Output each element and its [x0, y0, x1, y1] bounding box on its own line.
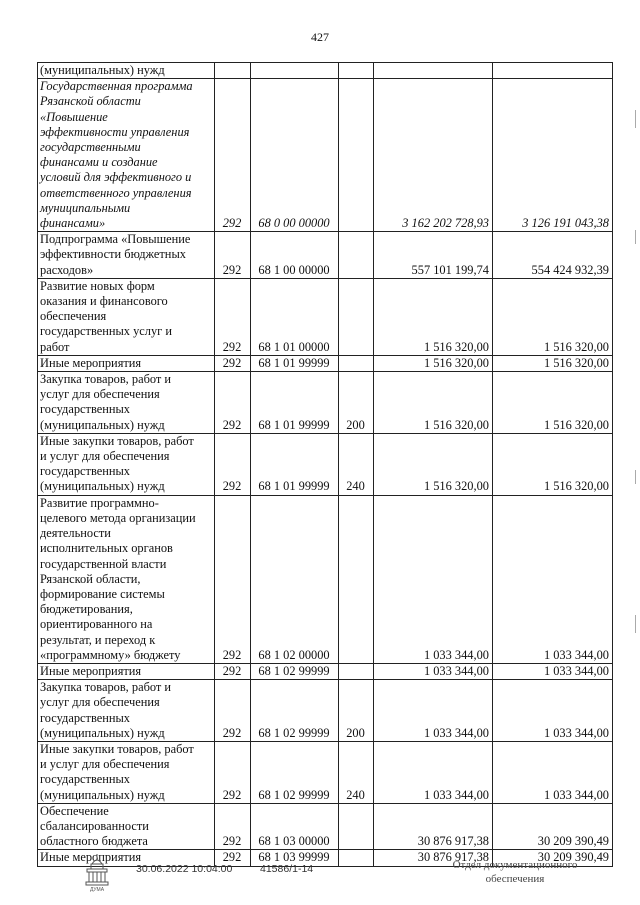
row-vr-code — [339, 63, 374, 79]
row-amount-year2: 1 516 320,00 — [493, 278, 613, 355]
footer-department: Отдел документационного обеспечения — [452, 859, 578, 885]
row-ved-code: 292 — [215, 741, 251, 803]
row-csr-code: 68 1 02 99999 — [251, 680, 339, 742]
row-amount-year1: 3 162 202 728,93 — [374, 79, 493, 232]
row-name: Иные закупки товаров, работ и услуг для обеспечения государственных (муниципальных) нужд — [38, 433, 215, 495]
row-ved-code: 292 — [215, 355, 251, 371]
row-name: Иные закупки товаров, работ и услуг для обеспечения государственных (муниципальных) нужд — [38, 741, 215, 803]
row-ved-code: 292 — [215, 850, 251, 866]
row-ved-code — [215, 63, 251, 79]
row-name: Государственная программа Рязанской области «Повышение эффективности управления государственными финансами и создание условий для эффективного и ответственного управления муниципальными финансами» — [38, 79, 215, 232]
row-ved-code: 292 — [215, 495, 251, 663]
row-amount-year2: 1 033 344,00 — [493, 680, 613, 742]
table-row — [38, 79, 613, 232]
row-amount-year2: 1 033 344,00 — [493, 495, 613, 663]
row-amount-year1: 1 516 320,00 — [374, 355, 493, 371]
row-csr-code — [251, 63, 339, 79]
table-row — [38, 433, 613, 495]
row-ved-code: 292 — [215, 433, 251, 495]
row-vr-code — [339, 278, 374, 355]
edge-mark — [635, 615, 636, 633]
row-vr-code: 240 — [339, 741, 374, 803]
table-row — [38, 741, 613, 803]
row-csr-code: 68 1 01 99999 — [251, 372, 339, 434]
row-name: Развитие программно- целевого метода организации деятельности исполнительных органов государственной власти Рязанской области, формирование системы бюджетирования, ориентированного на результат, и переход к «программному» бюджету — [38, 495, 215, 663]
row-amount-year2: 1 516 320,00 — [493, 372, 613, 434]
row-amount-year2: 3 126 191 043,38 — [493, 79, 613, 232]
row-ved-code: 292 — [215, 803, 251, 850]
table-row — [38, 355, 613, 371]
table-row — [38, 372, 613, 434]
row-amount-year1: 30 876 917,38 — [374, 803, 493, 850]
row-amount-year2: 1 516 320,00 — [493, 355, 613, 371]
edge-mark — [635, 110, 636, 128]
row-amount-year1: 1 516 320,00 — [374, 278, 493, 355]
svg-text:ДУМА: ДУМА — [89, 887, 105, 892]
table-row — [38, 663, 613, 679]
row-ved-code: 292 — [215, 232, 251, 279]
row-ved-code: 292 — [215, 663, 251, 679]
row-ved-code: 292 — [215, 79, 251, 232]
row-csr-code: 68 1 03 99999 — [251, 850, 339, 866]
row-vr-code: 240 — [339, 433, 374, 495]
row-csr-code: 68 1 01 99999 — [251, 355, 339, 371]
row-vr-code: 200 — [339, 372, 374, 434]
row-amount-year2 — [493, 63, 613, 79]
table-row — [38, 803, 613, 850]
row-csr-code: 68 1 02 99999 — [251, 663, 339, 679]
row-name: Иные мероприятия — [38, 850, 215, 866]
row-csr-code: 68 1 02 00000 — [251, 495, 339, 663]
row-amount-year2: 554 424 932,39 — [493, 232, 613, 279]
row-name: Обеспечение сбалансированности областного бюджета — [38, 803, 215, 850]
row-vr-code: 200 — [339, 680, 374, 742]
row-ved-code: 292 — [215, 680, 251, 742]
row-csr-code: 68 1 01 00000 — [251, 278, 339, 355]
row-csr-code: 68 0 00 00000 — [251, 79, 339, 232]
row-vr-code — [339, 663, 374, 679]
row-amount-year1: 1 033 344,00 — [374, 663, 493, 679]
row-amount-year1: 1 033 344,00 — [374, 495, 493, 663]
row-csr-code: 68 1 02 99999 — [251, 741, 339, 803]
table-row — [38, 278, 613, 355]
row-amount-year1 — [374, 63, 493, 79]
row-amount-year1: 1 516 320,00 — [374, 433, 493, 495]
table-row — [38, 495, 613, 663]
duma-building-icon — [84, 852, 110, 892]
row-vr-code — [339, 495, 374, 663]
edge-mark — [635, 230, 636, 244]
footer — [0, 850, 640, 905]
row-amount-year1: 1 033 344,00 — [374, 680, 493, 742]
row-ved-code: 292 — [215, 278, 251, 355]
table-row — [38, 680, 613, 742]
row-name: Подпрограмма «Повышение эффективности бюджетных расходов» — [38, 232, 215, 279]
row-csr-code: 68 1 01 99999 — [251, 433, 339, 495]
row-vr-code — [339, 355, 374, 371]
footer-date: 30.06.2022 10:04:00 — [136, 863, 233, 875]
row-ved-code: 292 — [215, 372, 251, 434]
row-csr-code: 68 1 03 00000 — [251, 803, 339, 850]
row-csr-code: 68 1 00 00000 — [251, 232, 339, 279]
row-amount-year1: 1 516 320,00 — [374, 372, 493, 434]
footer-reg-number: 41586/1-14 — [260, 863, 314, 875]
row-amount-year2: 1 516 320,00 — [493, 433, 613, 495]
row-amount-year1: 1 033 344,00 — [374, 741, 493, 803]
edge-mark — [635, 470, 636, 484]
row-amount-year2: 30 209 390,49 — [493, 803, 613, 850]
row-name: Иные мероприятия — [38, 663, 215, 679]
row-vr-code — [339, 79, 374, 232]
row-amount-year1: 557 101 199,74 — [374, 232, 493, 279]
row-vr-code — [339, 803, 374, 850]
table-row — [38, 232, 613, 279]
row-name: Закупка товаров, работ и услуг для обеспечения государственных (муниципальных) нужд — [38, 372, 215, 434]
budget-table — [37, 62, 613, 867]
row-amount-year2: 30 209 390,49 — [493, 850, 613, 866]
row-vr-code — [339, 232, 374, 279]
row-name: Иные мероприятия — [38, 355, 215, 371]
row-name: Закупка товаров, работ и услуг для обеспечения государственных (муниципальных) нужд — [38, 680, 215, 742]
table-row — [38, 63, 613, 79]
row-amount-year2: 1 033 344,00 — [493, 741, 613, 803]
row-name: (муниципальных) нужд — [38, 63, 215, 79]
page-number: 427 — [311, 30, 329, 44]
row-amount-year1: 30 876 917,38 — [374, 850, 493, 866]
row-name: Развитие новых форм оказания и финансового обеспечения государственных услуг и работ — [38, 278, 215, 355]
row-amount-year2: 1 033 344,00 — [493, 663, 613, 679]
